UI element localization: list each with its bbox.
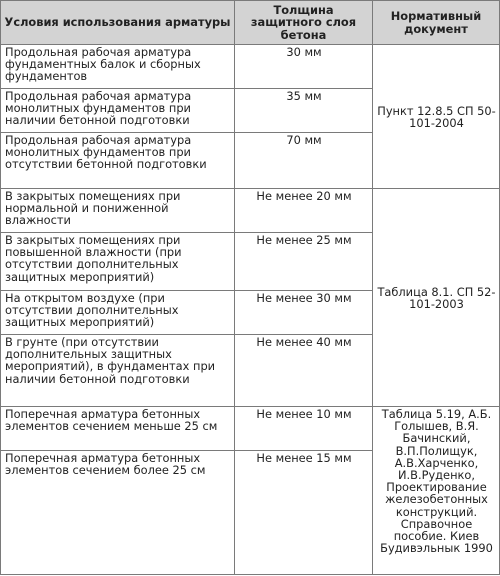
condition-cell: На открытом воздухе (при отсутствии дополнительных защитных мероприятий) bbox=[1, 291, 235, 335]
header-thickness: Толщина защитного слоя бетона bbox=[235, 1, 373, 45]
condition-cell: В закрытых помещениях при повышенной влажности (при отсутствии дополнительных защитных мероприятий) bbox=[1, 233, 235, 291]
condition-cell: В грунте (при отсутствии дополнительных защитных мероприятий), в фундаментах при наличии бетонной подготовки bbox=[1, 335, 235, 407]
thickness-cell: Не менее 15 мм bbox=[235, 451, 373, 575]
document-cell: Пункт 12.8.5 СП 50-101-2004 bbox=[373, 45, 500, 189]
table-row bbox=[1, 407, 500, 451]
thickness-cell: 70 мм bbox=[235, 133, 373, 189]
condition-cell: В закрытых помещениях при нормальной и пониженной влажности bbox=[1, 189, 235, 233]
document-cell: Таблица 5.19, А.Б. Голышев, В.Я. Бачинский, В.П.Полищук, А.В.Харченко, И.В.Руденко, Проектирование железобетонных конструкций. Справочное пособие. Киев Будивэльнык 1990 bbox=[373, 407, 500, 575]
header-conditions: Условия использования арматуры bbox=[1, 1, 235, 45]
thickness-cell: Не менее 40 мм bbox=[235, 335, 373, 407]
header-row bbox=[1, 1, 500, 45]
condition-cell: Продольная рабочая арматура монолитных фундаментов при наличии бетонной подготовки bbox=[1, 89, 235, 133]
thickness-cell: Не менее 10 мм bbox=[235, 407, 373, 451]
thickness-cell: 30 мм bbox=[235, 45, 373, 89]
condition-cell: Продольная рабочая арматура фундаментных балок и сборных фундаментов bbox=[1, 45, 235, 89]
document-cell: Таблица 8.1. СП 52-101-2003 bbox=[373, 189, 500, 407]
table-row bbox=[1, 189, 500, 233]
thickness-cell: 35 мм bbox=[235, 89, 373, 133]
thickness-cell: Не менее 30 мм bbox=[235, 291, 373, 335]
condition-cell: Продольная рабочая арматура монолитных фундаментов при отсутствии бетонной подготовки bbox=[1, 133, 235, 189]
condition-cell: Поперечная арматура бетонных элементов сечением более 25 см bbox=[1, 451, 235, 575]
thickness-cell: Не менее 25 мм bbox=[235, 233, 373, 291]
table-row bbox=[1, 45, 500, 89]
condition-cell: Поперечная арматура бетонных элементов сечением меньше 25 см bbox=[1, 407, 235, 451]
thickness-cell: Не менее 20 мм bbox=[235, 189, 373, 233]
header-document: Нормативный документ bbox=[373, 1, 500, 45]
